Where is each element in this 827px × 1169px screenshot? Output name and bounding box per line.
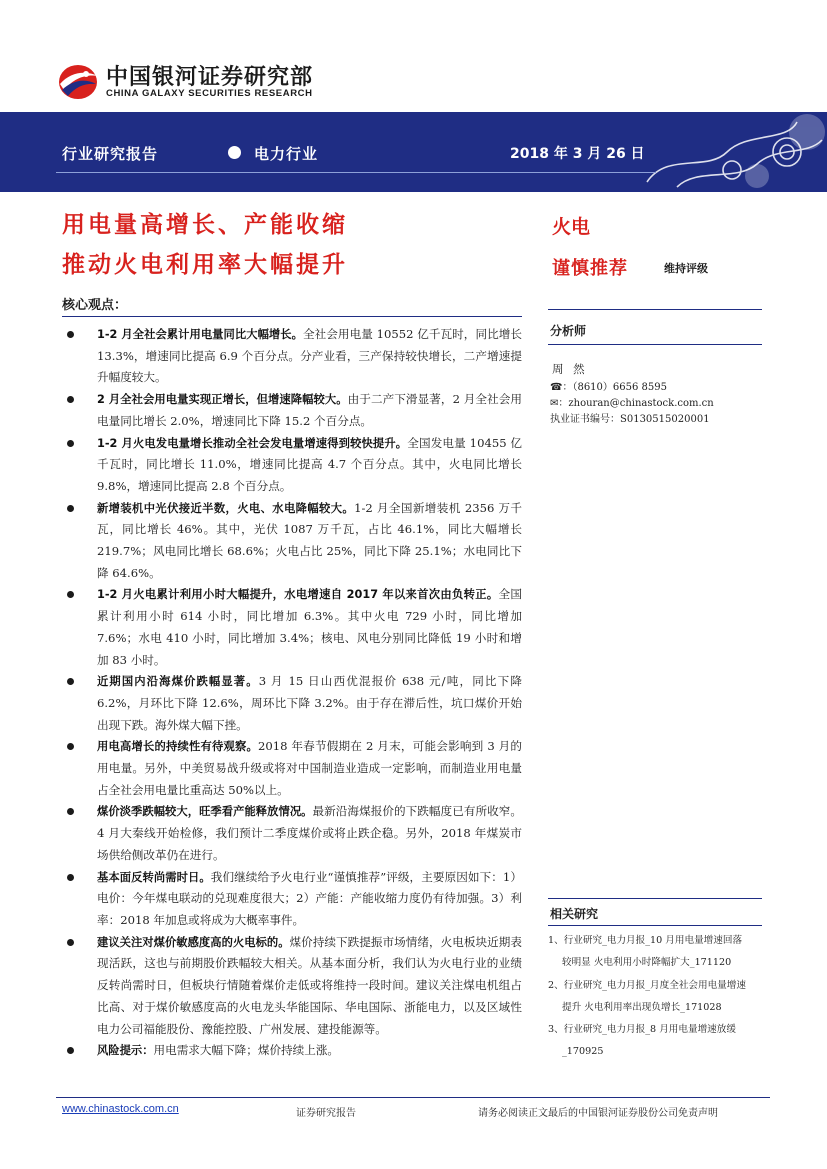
bullet-lead: 新增装机中光伏接近半数，火电、水电降幅较大。 <box>97 501 355 515</box>
list-item <box>62 867 522 932</box>
bullet-lead: 用电高增长的持续性有待观察。 <box>97 740 258 754</box>
analyst-license: 执业证书编号：S0130515020001 <box>550 414 710 425</box>
bullet-lead: 风险提示： <box>97 1044 154 1058</box>
bullet-lead: 1-2 月火电发电量增长推动全社会发电量增速得到较快提升。 <box>97 436 408 450</box>
bullet-text: 煤价持续下跌提振市场情绪，火电板块近期表现活跃，这也与前期股价跌幅较大相关。从基本面分析，我们认为火电行业的业绩反转尚需时日，但板块行情随着煤价走低或将维持一段时间。建议关注煤电机组占比高、对于煤价敏感度高的火电龙头华能国际、华电国际、浙能电力，以及区域性电力公司福能股份、豫能控股、广州发展、建投能源等。 <box>97 934 522 1036</box>
analyst-heading: 分析师 <box>550 324 587 338</box>
bullet-icon <box>67 1047 74 1054</box>
sidebar-divider <box>548 309 762 310</box>
footer-label: 证券研究报告 <box>296 1108 356 1119</box>
bullet-icon <box>67 505 74 512</box>
related-research-list <box>548 930 768 1064</box>
bullet-text: 用电需求大幅下降；煤价持续上涨。 <box>153 1043 340 1058</box>
core-views-heading: 核心观点： <box>62 298 128 313</box>
core-views-divider <box>62 316 522 317</box>
bullet-text: 全国发电量 10455 亿千瓦时，同比增长 11.0%，增速同比提高 4.7 个百分点。其中，火电同比增长 9.8%，增速同比提高 2.8 个百分点。 <box>97 435 522 493</box>
analyst-phone: ☎：（8610）6656 8595 <box>550 382 667 393</box>
rating-note: 维持评级 <box>664 262 708 275</box>
list-item <box>62 389 522 432</box>
bullet-lead: 近期国内沿海煤价跌幅显著。 <box>97 675 259 689</box>
report-title-line1: 用电量高增长、产能收缩 <box>62 212 348 238</box>
rating: 谨慎推荐 <box>552 258 628 279</box>
industry-name: 电力行业 <box>254 145 319 163</box>
report-title-line2: 推动火电利用率大幅提升 <box>62 252 348 278</box>
related-divider <box>548 925 762 926</box>
footer-divider <box>56 1097 770 1098</box>
list-item <box>62 736 522 801</box>
bullet-text: 1-2 月全国新增装机 2356 万千瓦，同比增长 46%。其中，光伏 1087 万千瓦，占比 46.1%，同比大幅增长 219.7%；风电同比增长 68.6%；火电占比 25%，同比下降 25.1%；水电同比下降 64.6%。 <box>97 500 522 580</box>
bullet-icon <box>67 591 74 598</box>
list-item <box>62 1040 522 1062</box>
list-item <box>62 498 522 585</box>
logo-english-name: CHINA GALAXY SECURITIES RESEARCH <box>106 88 313 99</box>
bullet-lead: 建议关注对煤价敏感度高的火电标的。 <box>97 935 290 949</box>
report-type: 行业研究报告 <box>62 145 159 163</box>
related-item-cont[interactable]: 提升 火电利用率出现负增长_171028 <box>562 1001 722 1013</box>
bullet-icon <box>67 678 74 685</box>
related-item[interactable]: 1、行业研究_电力月报_10 月用电量增速回落 <box>548 935 743 946</box>
bullet-dot-icon <box>228 146 241 159</box>
bullet-text: 由于二产下滑显著，2 月全社会用电量同比增长 2.0%，增速同比下降 15.2 个百分点。 <box>97 392 522 428</box>
related-item-cont[interactable]: 较明显 火电利用小时降幅扩大_171120 <box>562 957 732 969</box>
bullet-lead: 煤价淡季跌幅较大，旺季看产能释放情况。 <box>97 805 313 819</box>
related-research-heading: 相关研究 <box>550 907 599 921</box>
core-views-list <box>62 324 522 1062</box>
related-divider-top <box>548 898 762 899</box>
bullet-text: 最新沿海煤报价的下跌幅度已有所收窄。4 月大秦线开始检修，我们预计二季度煤价或将止跌企稳。另外，2018 年煤炭市场供给侧改革仍在进行。 <box>97 804 522 862</box>
analyst-name: 周 然 <box>552 362 588 376</box>
bullet-text: 全社会用电量 10552 亿千瓦时，同比增长 13.3%，增速同比提高 6.9 个百分点。分产业看，三产保持较快增长，二产增速提升幅度较大。 <box>97 327 522 385</box>
bullet-icon <box>67 331 74 338</box>
sector-name: 火电 <box>552 216 591 238</box>
bullet-icon <box>67 874 74 881</box>
cloud-ornament-icon <box>637 112 827 192</box>
analyst-email[interactable]: ✉：zhouran@chinastock.com.cn <box>550 398 714 409</box>
galaxy-logo-icon <box>56 62 100 102</box>
bullet-icon <box>67 396 74 403</box>
list-item <box>62 801 522 866</box>
bullet-lead: 基本面反转尚需时日。 <box>97 870 211 884</box>
related-item-cont[interactable]: _170925 <box>562 1046 604 1058</box>
bullet-text: 2018 年春节假期在 2 月末，可能会影响到 3 月的用电量。另外，中美贸易战升级或将对中国制造业造成一定影响，而制造业用电量占全社会用电量比重高达 50%以上。 <box>97 739 522 797</box>
related-item[interactable]: 2、行业研究_电力月报_月度全社会用电量增速 <box>548 979 746 991</box>
list-item <box>62 932 522 1041</box>
company-logo <box>56 58 356 106</box>
banner-divider <box>56 172 656 173</box>
list-item <box>62 324 522 389</box>
bullet-text: 我们继续给予火电行业“谨慎推荐”评级，主要原因如下：1）电价：今年煤电联动的兑现难度很大；2）产能：产能收缩力度仍有待加强。3）利率：2018 年加息或将成为大概率事件。 <box>97 869 522 927</box>
bullet-icon <box>67 743 74 750</box>
list-item <box>62 671 522 736</box>
bullet-icon <box>67 440 74 447</box>
bullet-text: 全国累计利用小时 614 小时，同比增加 6.3%。其中火电 729 小时，同比增加 7.6%；水电 410 小时，同比增加 3.4%；核电、风电分别同比降低 19 小时和增加 83 小时。 <box>97 587 522 667</box>
logo-chinese-name: 中国银河证券研究部 <box>106 65 314 90</box>
related-item[interactable]: 3、行业研究_电力月报_8 月用电量增速放缓 <box>548 1024 736 1036</box>
bullet-icon <box>67 808 74 815</box>
list-item <box>62 584 522 671</box>
footer-website-link[interactable]: www.chinastock.com.cn <box>62 1103 179 1115</box>
bullet-lead: 1-2 月火电累计利用小时大幅提升，水电增速自 2017 年以来首次由负转正。 <box>97 588 499 602</box>
list-item <box>62 433 522 498</box>
bullet-lead: 1-2 月全社会累计用电量同比大幅增长。 <box>97 328 303 341</box>
bullet-text: 3 月 15 日山西优混报价 638 元/吨，同比下降 6.2%，月环比下降 12.6%，周环比下降 3.2%。由于存在滞后性，坑口煤价开始出现下跌。海外煤大幅下挫。 <box>97 674 522 732</box>
bullet-lead: 2 月全社会用电量实现正增长，但增速降幅较大。 <box>97 393 348 407</box>
bullet-icon <box>67 939 74 946</box>
footer-disclaimer: 请务必阅读正文最后的中国银河证券股份公司免责声明 <box>478 1108 718 1119</box>
analyst-divider <box>548 344 762 345</box>
report-date: 2018 年 3 月 26 日 <box>510 146 645 162</box>
